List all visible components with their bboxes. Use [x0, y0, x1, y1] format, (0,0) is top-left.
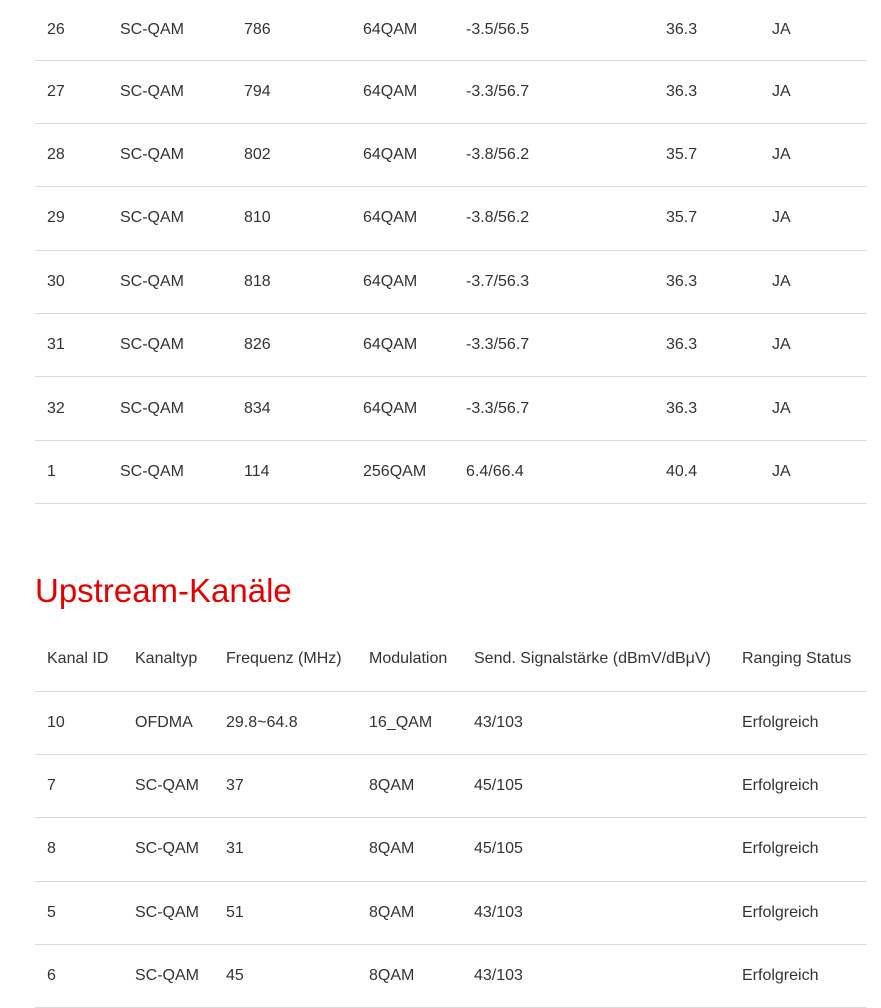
- table-row: [35, 440, 867, 503]
- column-header-channel-id: Kanal ID: [35, 628, 123, 691]
- power-cell: 6.4/66.4: [454, 440, 654, 503]
- frequency-cell: 45: [214, 945, 357, 1008]
- column-header-channel-type: Kanaltyp: [123, 628, 214, 691]
- frequency-cell: 826: [232, 314, 351, 377]
- snr-cell: 36.3: [654, 314, 760, 377]
- modulation-cell: 8QAM: [357, 881, 462, 944]
- table-row: [35, 377, 867, 440]
- modulation-cell: 8QAM: [357, 754, 462, 817]
- channel-id-cell: 30: [35, 250, 108, 313]
- frequency-cell: 31: [214, 818, 357, 881]
- modulation-cell: 64QAM: [351, 250, 454, 313]
- locked-cell: JA: [760, 440, 867, 503]
- locked-cell: JA: [760, 377, 867, 440]
- frequency-cell: 794: [232, 60, 351, 123]
- snr-cell: 36.3: [654, 250, 760, 313]
- modulation-cell: 16_QAM: [357, 691, 462, 754]
- channel-type-cell: OFDMA: [123, 691, 214, 754]
- channel-type-cell: SC-QAM: [108, 0, 232, 60]
- channel-id-cell: 31: [35, 314, 108, 377]
- locked-cell: JA: [760, 314, 867, 377]
- snr-cell: 35.7: [654, 187, 760, 250]
- upstream-table-body: [35, 691, 867, 1008]
- frequency-cell: 786: [232, 0, 351, 60]
- column-header-frequency: Frequenz (MHz): [214, 628, 357, 691]
- table-row: [35, 754, 867, 817]
- locked-cell: JA: [760, 0, 867, 60]
- modulation-cell: 64QAM: [351, 0, 454, 60]
- frequency-cell: 834: [232, 377, 351, 440]
- channel-id-cell: 29: [35, 187, 108, 250]
- snr-cell: 36.3: [654, 0, 760, 60]
- table-row: [35, 691, 867, 754]
- table-row: [35, 0, 867, 60]
- channel-id-cell: 8: [35, 818, 123, 881]
- ranging-status-cell: Erfolgreich: [730, 691, 867, 754]
- channel-id-cell: 26: [35, 0, 108, 60]
- channel-type-cell: SC-QAM: [108, 123, 232, 186]
- table-row: [35, 881, 867, 944]
- signal-strength-cell: 43/103: [462, 945, 730, 1008]
- table-row: [35, 60, 867, 123]
- locked-cell: JA: [760, 123, 867, 186]
- upstream-table-header: [35, 628, 867, 691]
- signal-strength-cell: 45/105: [462, 754, 730, 817]
- channel-id-cell: 10: [35, 691, 123, 754]
- modulation-cell: 64QAM: [351, 314, 454, 377]
- frequency-cell: 802: [232, 123, 351, 186]
- table-row: [35, 123, 867, 186]
- table-row: [35, 250, 867, 313]
- power-cell: -3.3/56.7: [454, 60, 654, 123]
- locked-cell: JA: [760, 60, 867, 123]
- channel-id-cell: 7: [35, 754, 123, 817]
- channel-id-cell: 27: [35, 60, 108, 123]
- channel-id-cell: 32: [35, 377, 108, 440]
- table-row: [35, 314, 867, 377]
- frequency-cell: 29.8~64.8: [214, 691, 357, 754]
- channel-type-cell: SC-QAM: [123, 754, 214, 817]
- channel-type-cell: SC-QAM: [123, 881, 214, 944]
- power-cell: -3.3/56.7: [454, 377, 654, 440]
- channel-type-cell: SC-QAM: [108, 187, 232, 250]
- table-row: [35, 945, 867, 1008]
- power-cell: -3.8/56.2: [454, 123, 654, 186]
- signal-strength-cell: 43/103: [462, 691, 730, 754]
- channel-id-cell: 6: [35, 945, 123, 1008]
- channel-type-cell: SC-QAM: [108, 250, 232, 313]
- downstream-table-body: [35, 0, 867, 504]
- frequency-cell: 37: [214, 754, 357, 817]
- column-header-modulation: Modulation: [357, 628, 462, 691]
- channel-type-cell: SC-QAM: [123, 945, 214, 1008]
- modulation-cell: 64QAM: [351, 187, 454, 250]
- modulation-cell: 64QAM: [351, 60, 454, 123]
- signal-strength-cell: 43/103: [462, 881, 730, 944]
- modulation-cell: 8QAM: [357, 818, 462, 881]
- channel-id-cell: 5: [35, 881, 123, 944]
- column-header-ranging-status: Ranging Status: [730, 628, 867, 691]
- frequency-cell: 818: [232, 250, 351, 313]
- upstream-table-container: [35, 628, 867, 1008]
- upstream-table: [35, 628, 867, 1008]
- power-cell: -3.5/56.5: [454, 0, 654, 60]
- channel-type-cell: SC-QAM: [108, 60, 232, 123]
- power-cell: -3.7/56.3: [454, 250, 654, 313]
- snr-cell: 36.3: [654, 60, 760, 123]
- channel-id-cell: 1: [35, 440, 108, 503]
- table-row: [35, 187, 867, 250]
- snr-cell: 40.4: [654, 440, 760, 503]
- locked-cell: JA: [760, 250, 867, 313]
- column-header-signal-strength: Send. Signalstärke (dBmV/dBμV): [462, 628, 730, 691]
- header-row: [35, 628, 867, 691]
- power-cell: -3.3/56.7: [454, 314, 654, 377]
- ranging-status-cell: Erfolgreich: [730, 881, 867, 944]
- frequency-cell: 114: [232, 440, 351, 503]
- downstream-table: [35, 0, 867, 504]
- modulation-cell: 64QAM: [351, 123, 454, 186]
- channel-type-cell: SC-QAM: [123, 818, 214, 881]
- frequency-cell: 51: [214, 881, 357, 944]
- ranging-status-cell: Erfolgreich: [730, 945, 867, 1008]
- snr-cell: 36.3: [654, 377, 760, 440]
- modulation-cell: 256QAM: [351, 440, 454, 503]
- channel-type-cell: SC-QAM: [108, 440, 232, 503]
- channel-id-cell: 28: [35, 123, 108, 186]
- snr-cell: 35.7: [654, 123, 760, 186]
- table-row: [35, 818, 867, 881]
- signal-strength-cell: 45/105: [462, 818, 730, 881]
- upstream-section-title: Upstream-Kanäle: [35, 572, 292, 609]
- ranging-status-cell: Erfolgreich: [730, 754, 867, 817]
- modulation-cell: 8QAM: [357, 945, 462, 1008]
- frequency-cell: 810: [232, 187, 351, 250]
- channel-type-cell: SC-QAM: [108, 314, 232, 377]
- modulation-cell: 64QAM: [351, 377, 454, 440]
- power-cell: -3.8/56.2: [454, 187, 654, 250]
- downstream-table-container: [35, 0, 867, 504]
- locked-cell: JA: [760, 187, 867, 250]
- ranging-status-cell: Erfolgreich: [730, 818, 867, 881]
- channel-type-cell: SC-QAM: [108, 377, 232, 440]
